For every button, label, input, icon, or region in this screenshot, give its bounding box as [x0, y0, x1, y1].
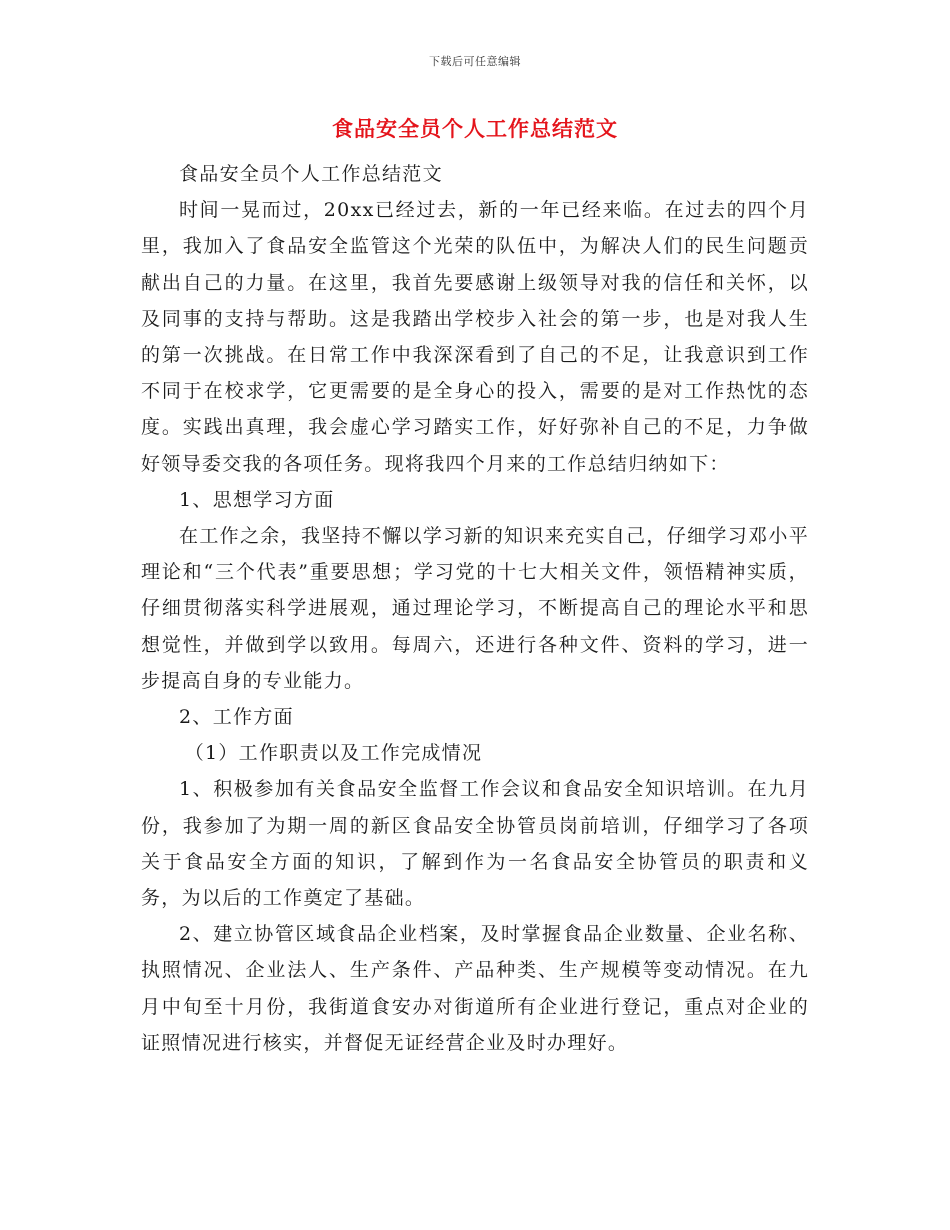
subtitle-paragraph: 食品安全员个人工作总结范文: [179, 163, 443, 185]
intro-paragraph: 时间一晃而过，20xx已经过去，新的一年已经来临。在过去的四个月里，我加入了食品安全监管这个光荣的队伍中，为解决人们的民生问题贡献出自己的力量。在这里，我首先要感谢上级领导对我的信任和关怀，以及同事的支持与帮助。这是我踏出学校步入社会的第一步，也是对我人生的第一次挑战。在日常工作中我深深看到了自己的不足，让我意识到工作不同于在校求学，它更需要的是全身心的投入，需要的是对工作热忱的态度。实践出真理，我会虚心学习踏实工作，好好弥补自己的不足，力争做好领导委交我的各项任务。现将我四个月来的工作总结归纳如下：: [141, 199, 809, 475]
document-title: 食品安全员个人工作总结范文: [332, 116, 618, 141]
document-body: [141, 156, 809, 1061]
section-heading-study: 1、思想学习方面: [179, 488, 335, 511]
section-heading-work: 2、工作方面: [179, 706, 294, 729]
work-item-archives: 2、建立协管区域食品企业档案，及时掌握食品企业数量、企业名称、执照情况、企业法人、生产条件、产品种类、生产规模等变动情况。在九月中旬至十月份，我街道食安办对街道所有企业进行登记，重点对企业的证照情况进行核实，并督促无证经营企业及时办理好。: [141, 923, 809, 1054]
work-item-training: 1、积极参加有关食品安全监督工作会议和食品安全知识培训。在九月份，我参加了为期一周的新区食品安全协管员岗前培训，仔细学习了各项关于食品安全方面的知识，了解到作为一名食品安全协管员的职责和义务，为以后的工作奠定了基础。: [141, 778, 809, 910]
page-header-note: 下载后可任意编辑: [429, 55, 521, 68]
study-paragraph: 在工作之余，我坚持不懈以学习新的知识来充实自己，仔细学习邓小平理论和“三个代表”重要思想；学习党的十七大相关文件，领悟精神实质，仔细贯彻落实科学进展观，通过理论学习，不断提高自己的理论水平和思想觉性，并做到学以致用。每周六，还进行各种文件、资料的学习，进一步提高自身的专业能力。: [141, 525, 809, 692]
subsection-heading-duties: （1）工作职责以及工作完成情况: [184, 742, 483, 765]
